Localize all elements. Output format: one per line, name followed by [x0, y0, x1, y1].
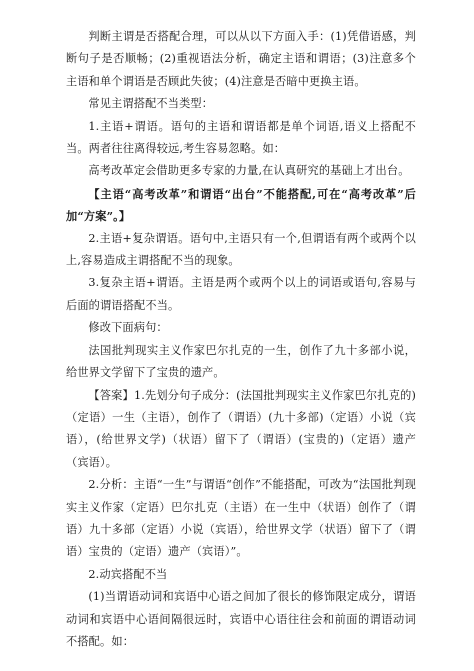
paragraph-type-1: 1.主语+谓语。语句的主语和谓语都是单个词语,语义上搭配不当。两者往往离得较远,考生容易忽略。如： [66, 119, 416, 156]
paragraph-types-heading: 常见主谓搭配不当类型： [88, 97, 214, 111]
paragraph-example-1: 高考改革定会借助更多专家的力量,在认真研究的基础上才出台。 [88, 164, 410, 178]
paragraph-type-2: 2.主语+复杂谓语。语句中,主语只有一个,但谓语有两个或两个以上,容易造成主谓搭配不当的现象。 [66, 231, 416, 268]
paragraph-section-2-point-1: (1)当谓语动词和宾语中心语之间加了很长的修饰限定成分，谓语动词和宾语中心语间隔很远时，宾语中心语往往会和前面的谓语动词不搭配。如： [66, 590, 416, 648]
paragraph-intro: 判断主谓是否搭配合理，可以从以下方面入手：(1)凭借语感，判断句子是否顺畅；(2)重视语法分析，确定主语和谓语；(3)注意多个主语和单个谓语是否顾此失彼；(4)注意是否暗中更换主语。 [66, 30, 416, 88]
paragraph-example-1-note: 【主语“高考改革”和谓语“出台”不能搭配,可在“高考改革”后加“方案”。】 [66, 186, 416, 224]
paragraph-answer-step-2: 2.分析：主语“一生”与谓语“创作”不能搭配，可改为“法国批判现实主义作家（定语）巴尔扎克（主语）在一生中（状语）创作了（谓语）九十多部（定语）小说（宾语），给世界文学（状语）留下了（谓语）宝贵的（定语）遗产（宾语）”。 [66, 478, 416, 559]
paragraph-answer-step-1: 【答案】1.先划分句子成分：(法国批判现实主义作家巴尔扎克的)（定语）一生（主语），创作了（谓语）(九十多部)（定语）小说（宾语），(给世界文学)（状语）留下了（谓语）(宝贵的)（定语）遗产（宾语）。 [66, 388, 416, 469]
paragraph-type-3: 3.复杂主语+谓语。主语是两个或两个以上的词语或语句,容易与后面的谓语搭配不当。 [66, 276, 416, 312]
paragraph-exercise-heading: 修改下面病句： [88, 321, 168, 335]
paragraph-section-2-heading: 2.动宾搭配不当 [88, 567, 168, 581]
paragraph-exercise-sentence: 法国批判现实主义作家巴尔扎克的一生，创作了九十多部小说，给世界文学留下了宝贵的遗产。 [66, 343, 416, 380]
